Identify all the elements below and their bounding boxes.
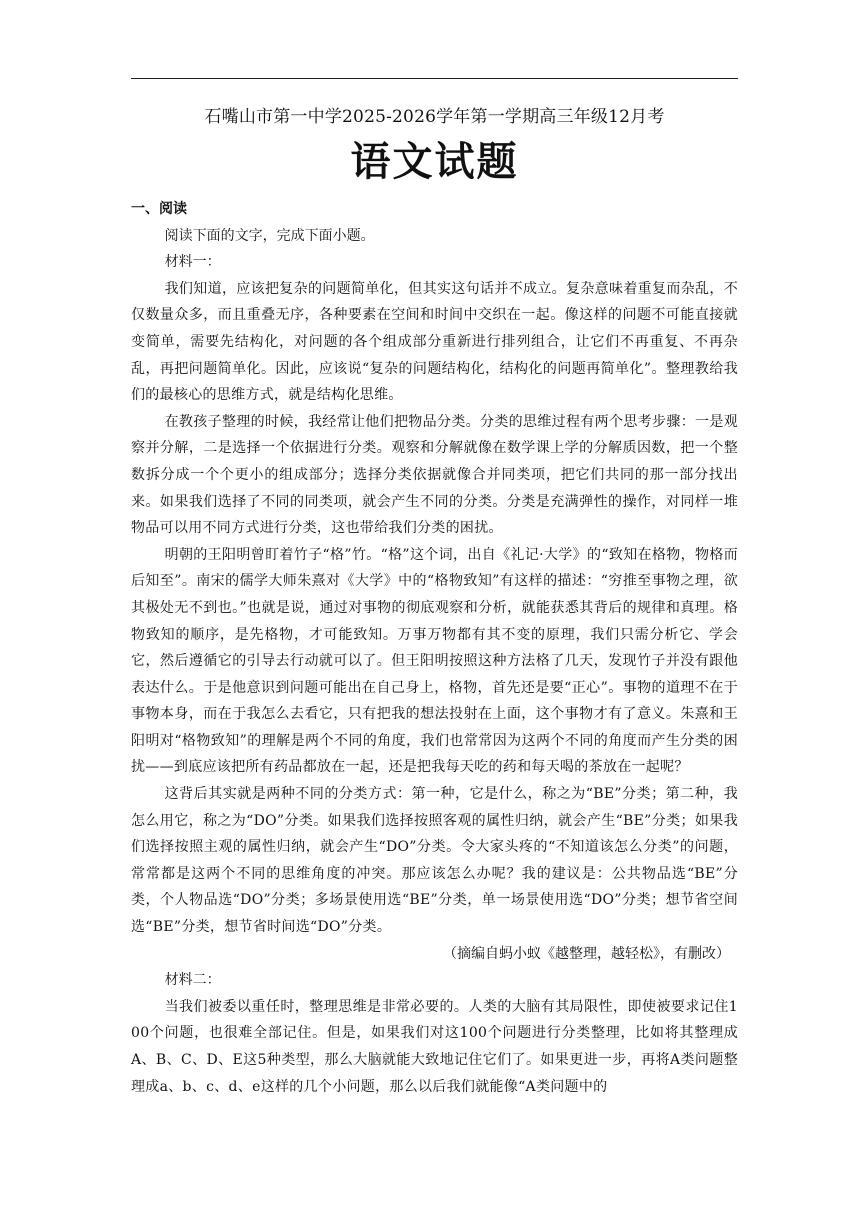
section-heading: 一、阅读: [131, 201, 187, 217]
material1-paragraph: 我们知道，应该把复杂的问题简单化，但其实这句话并不成立。复杂意味着重复而杂乱，不仅数量众多，而且重叠无序，各种要素在空间和时间中交织在一起。像这样的问题不可能直接就变简单，需要先结构化，对问题的各个组成部分重新进行排列组合，让它们不再重复、不再杂乱，再把问题简单化。因此，应该说“复杂的问题结构化，结构化的问题再简单化”。整理教给我们的最核心的思维方式，就是结构化思维。: [131, 280, 738, 404]
content-body: [131, 196, 738, 1100]
material2-label: 材料二：: [164, 972, 221, 989]
material1-paragraph: 在教孩子整理的时候，我经常让他们把物品分类。分类的思维过程有两个思考步骤：一是观察并分解，二是选择一个依据进行分类。观察和分解就像在数学课上学的分解质因数，把一个整数拆分成一个个更小的组成部分；选择分类依据就像合并同类项，把它们共同的那一部分找出来。如果我们选择了不同的同类项，就会产生不同的分类。分类是充满弹性的操作，对同样一堆物品可以用不同方式进行分类，这也带给我们分类的困扰。: [131, 413, 738, 537]
material2-paragraph: 当我们被委以重任时，整理思维是非常必要的。人类的大脑有其局限性，即使被要求记住100个问题，也很难全部记住。但是，如果我们对这100个问题进行分类整理，比如将其整理成A、B、C、D、E这5种类型，那么大脑就能大致地记住它们了。如果更进一步，再将A类问题整理成a、b、c、d、e这样的几个小问题，那么以后我们就能像“A类问题中的: [131, 998, 738, 1095]
exam-info: 石嘴山市第一中学2025-2026学年第一学期高三年级12月考: [204, 107, 665, 127]
subject-title: 语文试题: [350, 138, 519, 185]
instruction: 阅读下面的文字，完成下面小题。: [164, 227, 375, 244]
header-rule: [131, 78, 738, 79]
material1-paragraph: 这背后其实就是两种不同的分类方式：第一种，它是什么，称之为“BE”分类；第二种，我怎么用它，称之为“DO”分类。如果我们选择按照客观的属性归纳，就会产生“BE”分类；如果我们选择按照主观的属性归纳，就会产生“DO”分类。令大家头疼的“不知道该怎么分类”的问题，常常都是这两个不同的思维角度的冲突。那应该怎么办呢？我的建议是：公共物品选“BE”分类，个人物品选“DO”分类；多场景使用选“BE”分类，单一场景使用选“DO”分类；想节省空间选“BE”分类，想节省时间选“DO”分类。: [131, 786, 738, 936]
material1-source: （摘编自蚂小蚁《越整理，越轻松》，有删改）: [443, 945, 730, 962]
material1-paragraph: 明朝的王阳明曾盯着竹子“格”竹。“格”这个词，出自《礼记·大学》的“致知在格物，物格而后知至”。南宋的儒学大师朱熹对《大学》中的“格物致知”有这样的描述：“穷推至事物之理，欲其极处无不到也。”也就是说，通过对事物的彻底观察和分析，就能获悉其背后的规律和真理。格物致知的顺序，是先格物，才可能致知。万事万物都有其不变的原理，我们只需分析它、学会它，然后遵循它的引导去行动就可以了。但王阳明按照这种方法格了几天，发现竹子并没有跟他表达什么。于是他意识到问题可能出在自己身上，格物，首先还是要“正心”。事物的道理不在于事物本身，而在于我怎么去看它，只有把我的想法投射在上面，这个事物才有了意义。朱熹和王阳明对“格物致知”的理解是两个不同的角度，我们也常常因为这两个不同的角度而产生分类的困扰——到底应该把所有药品都放在一起，还是把我每天吃的药和每天喝的茶放在一起呢？: [131, 546, 738, 776]
material1-label: 材料一：: [164, 254, 221, 271]
